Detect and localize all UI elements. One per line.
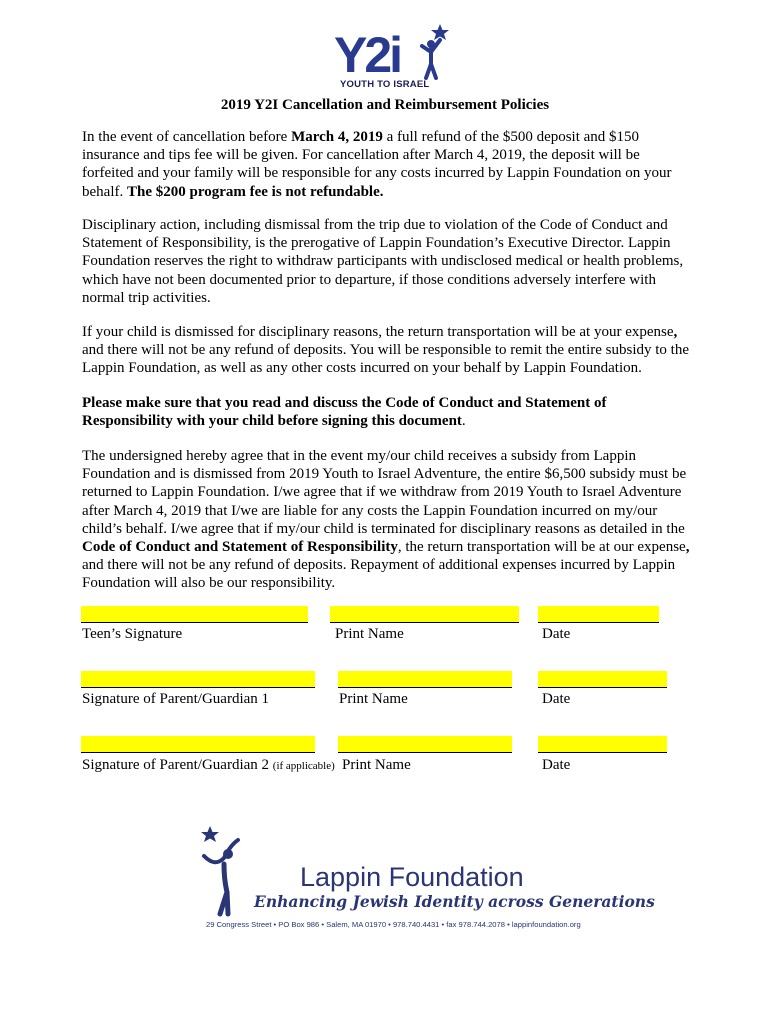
date-label: Date — [542, 757, 571, 773]
y2i-logo-tagline: YOUTH TO ISRAEL — [340, 79, 430, 90]
text: a full refund of the $500 deposit and $150 insurance and tips fee will be given. For cancellation after March 4, 2019, the deposit will be forfeited and your family will be responsible for any costs incurred by Lappin Foundation on your behalf. — [82, 129, 672, 200]
teen-date-field[interactable] — [538, 606, 659, 623]
bold-text: March 4, 2019 — [291, 129, 383, 145]
text: In the event of cancellation before — [82, 129, 292, 145]
foundation-address: 29 Congress Street • PO Box 986 • Salem, MA 01970 • 978.740.4431 • fax 978.744.2078 • lappinfoundation.org — [206, 920, 581, 929]
star-figure-icon — [418, 24, 452, 80]
text: The undersigned hereby agree that in the event my/our child receives a subsidy from Lappin Foundation and is dismissed from 2019 Youth to Israel Adventure, the entire $6,500 subsidy must be returned to Lappin Foundation. I/we agree that if we withdraw from 2019 Youth to Israel Adventure after March 4, 2019 that I/we are liable for any costs the Lappin Foundation incurred on my/our child’s behalf. I/we agree that if my/our child is terminated for disciplinary reasons as detailed in the — [82, 448, 687, 537]
text: . — [461, 413, 466, 430]
page-title: 2019 Y2I Cancellation and Reimbursement Policies — [220, 97, 550, 113]
text: and there will not be any refund of deposits. Repayment of additional expenses incurred by Lappin Foundation will also be our responsibility. — [82, 557, 676, 592]
bold-text: Code of Conduct and Statement of Responsibility — [82, 539, 398, 556]
parent1-signature-field[interactable] — [81, 671, 315, 688]
parent1-signature-label: Signature of Parent/Guardian 1 — [82, 691, 270, 707]
bold-text: Please make sure that you read and discuss the Code of Conduct and Statement of Responsibility with your child before signing this document — [82, 395, 607, 430]
paragraph-dismissal — [82, 323, 692, 378]
parent1-print-name-field[interactable] — [338, 671, 512, 688]
print-name-label: Print Name — [339, 691, 408, 707]
text: and there will not be any refund of deposits. You will be responsible to remit the entire subsidy to the Lappin Foundation, as well as any other costs incurred on your behalf by Lappin Foundation. — [82, 342, 689, 377]
paragraph-cancellation — [82, 128, 692, 201]
print-name-label: Print Name — [342, 757, 411, 773]
text: Signature of Parent/Guardian 2 — [82, 757, 270, 773]
foundation-motto: Enhancing Jewish Identity across Generations — [254, 892, 655, 911]
date-label: Date — [542, 626, 571, 642]
text: If your child is dismissed for disciplinary reasons, the return transportation will be at your expense — [82, 324, 674, 340]
teen-signature-field[interactable] — [81, 606, 308, 623]
paragraph-notice — [82, 394, 692, 430]
teen-print-name-field[interactable] — [330, 606, 519, 623]
parent2-signature-label — [82, 756, 335, 775]
parent2-signature-field[interactable] — [81, 736, 315, 753]
text: , the return transportation will be at our expense — [397, 539, 686, 556]
bold-text: The $200 program fee is not refundable. — [126, 183, 384, 200]
bold-text: , — [685, 539, 690, 556]
star-figure-icon — [198, 820, 242, 920]
parent1-date-field[interactable] — [538, 671, 667, 688]
parent2-print-name-field[interactable] — [338, 736, 512, 753]
foundation-name: Lappin Foundation — [300, 862, 524, 892]
teen-signature-label: Teen’s Signature — [82, 626, 183, 642]
parent2-date-field[interactable] — [538, 736, 667, 753]
if-applicable-note: (if applicable) — [272, 760, 335, 772]
lappin-foundation-logo — [198, 820, 655, 940]
print-name-label: Print Name — [335, 626, 404, 642]
bold-text: , — [673, 324, 678, 340]
y2i-logo-mark: Y2i — [334, 27, 401, 83]
paragraph-disciplinary: Disciplinary action, including dismissal from the trip due to violation of the Code of Conduct and Statement of Responsibility, is the prerogative of Lappin Foundation’s Executive Director. Lappin Foundation reserves the right to withdraw participants with undisclosed medical or health problems, which have not been documented prior to departure, if those conditions adversely interfere with normal trip activities. — [82, 217, 684, 306]
y2i-logo — [334, 24, 454, 96]
paragraph-agreement — [82, 447, 692, 593]
date-label: Date — [542, 691, 571, 707]
